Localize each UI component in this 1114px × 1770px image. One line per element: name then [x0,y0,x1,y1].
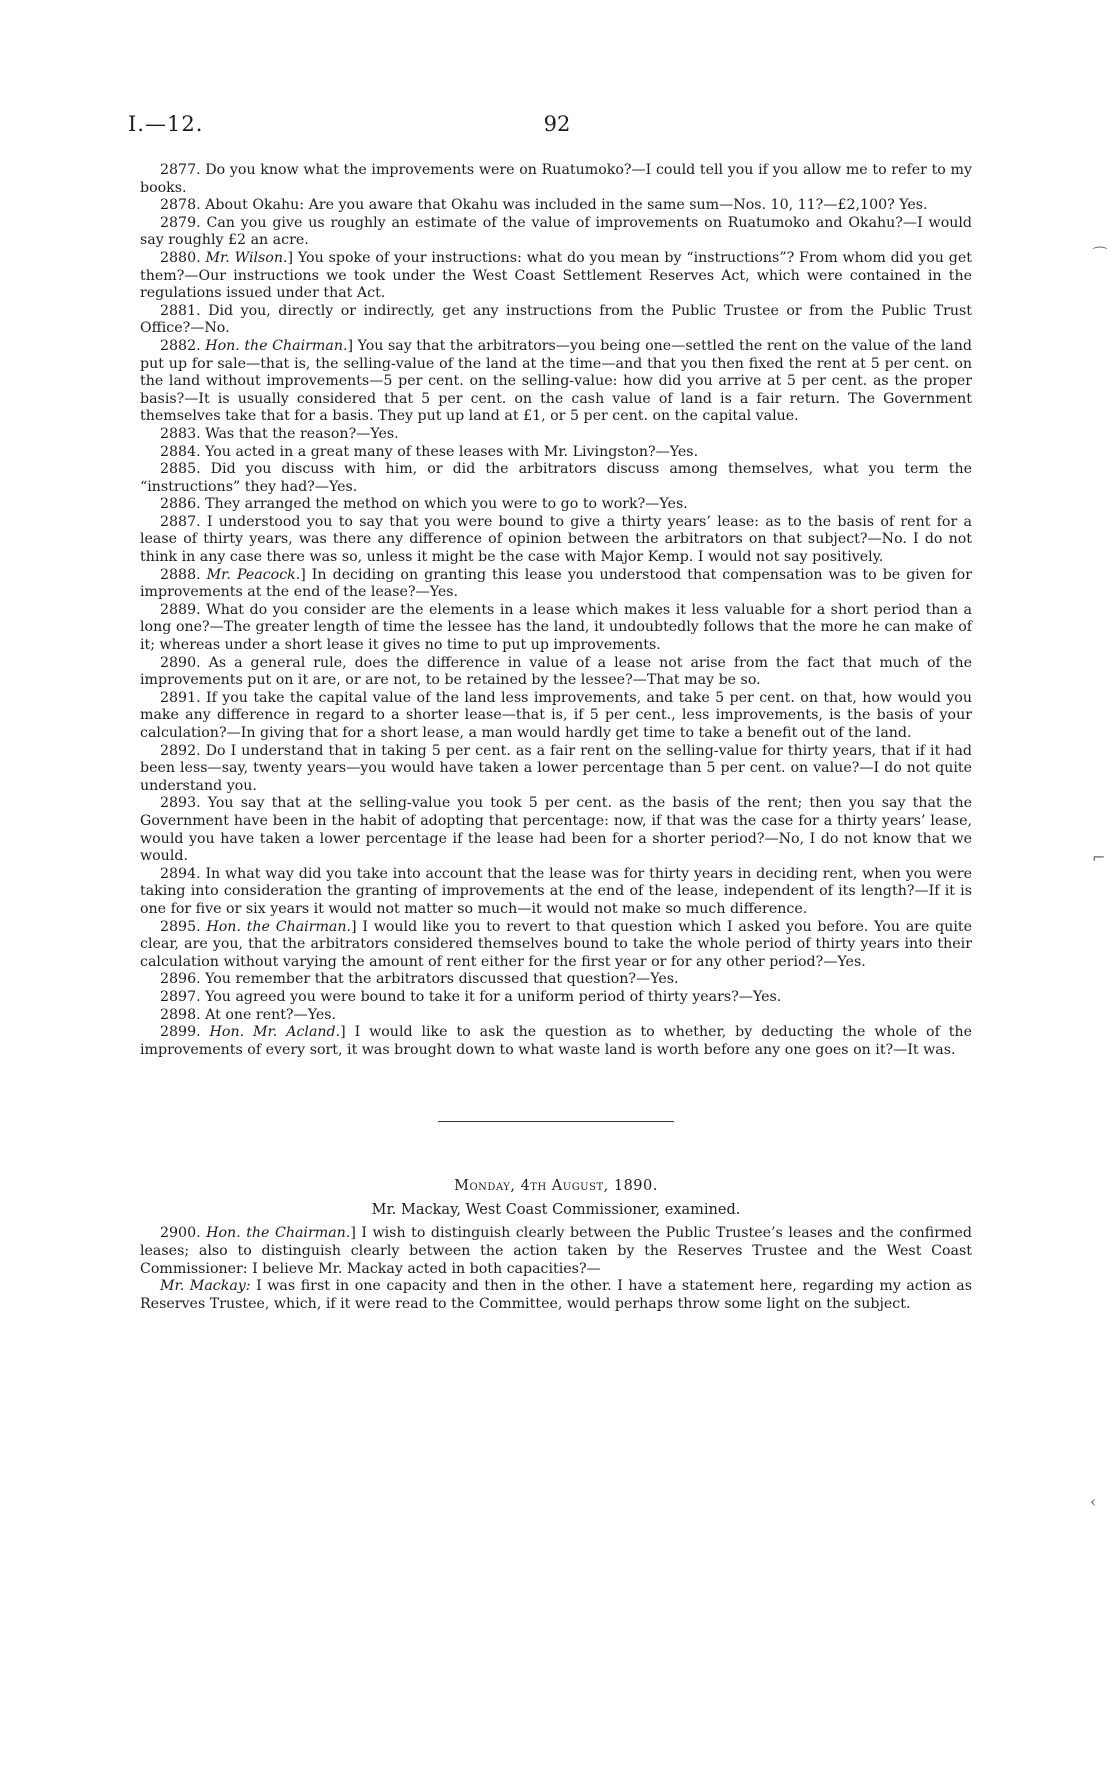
paragraph: 2877. Do you know what the improvements were on Ruatumoko?—I could tell you if you allow me to refer to my books. [140,162,972,196]
paragraph: 2894. In what way did you take into account that the lease was for thirty years in deciding rent, when you were taking into consideration the granting of improvements at the end of the lease, independent of its length?—If it is one for five or six years it would not matter so much—it would not make so much difference. [140,865,972,917]
speaker-name: Mr. Wilson. [205,249,288,266]
paragraph: 2883. Was that the reason?—Yes. [160,425,399,442]
speaker-name: Mr. Peacock. [206,566,301,583]
paragraph: 2886. They arranged the method on which you were to go to work?—Yes. [160,496,688,513]
paragraph: 2898. At one rent?—Yes. [160,1006,337,1023]
document-body [140,162,972,1313]
paragraph: 2892. Do I understand that in taking 5 per cent. as a fair rent on the selling-value for thirty years, that if it had been less—say, twenty years—you would have taken a lower percentage than 5 per cent. on value?—I do not quite understand you. [140,742,972,794]
paragraph: 2899. Hon. Mr. Acland.] I would like to ask the question as to whether, by deducting the whole of the improvements of every sort, it was brought down to what waste land is worth before any one goes on it?—It was. [140,1024,972,1058]
paragraph: 2880. Mr. Wilson.] You spoke of your instructions: what do you mean by “instructions”? From whom did you get them?—Our instructions we took under the West Coast Settlement Reserves Act, which were contained in the regulations issued under that Act. [140,249,972,302]
paragraph: 2891. If you take the capital value of the land less improvements, and take 5 per cent. on that, how would you make any difference in regard to a shorter lease—that is, if 5 per cent., less improvements, is the basis of your calculation?—In giving that for a short lease, a man would hardly get time to take a benefit out of the land. [140,689,972,741]
session-date: Monday, 4th August, 1890. [454,1178,658,1195]
paragraph: 2887. I understood you to say that you were bound to give a thirty years’ lease: as to the basis of rent for a lease of thirty years, was there any difference of opinion between the arbitrators on that subject?—No. I do not think in any case there was so, unless it might be the case with Major Kemp. I would not say positively. [140,513,972,566]
margin-mark: ⌒ [1092,245,1109,264]
witness-section [140,1225,972,1313]
margin-mark: ‹ [1090,1492,1097,1511]
speaker-name: Mr. Mackay: [160,1278,251,1295]
paragraph: 2896. You remember that the arbitrators discussed that question?—Yes. [160,971,679,988]
paragraph: 2878. About Okahu: Are you aware that Okahu was included in the same sum—Nos. 10, 11?—£2,100? Yes. [160,197,928,214]
paragraph: 2889. What do you consider are the elements in a lease which makes it less valuable for a short period than a long one?—The greater length of time the lessee has the land, it undoubtedly follows that the more he can make of it; whereas under a short lease it gives no time to put up improvements. [140,601,972,654]
paragraph: 2885. Did you discuss with him, or did the arbitrators discuss among themselves, what you term the “instructions” they had?—Yes. [140,461,972,495]
speaker-name: Hon. the Chairman. [206,1225,351,1242]
paragraph: Mr. Mackay: I was first in one capacity and then in the other. I have a statement here, regarding my action as Reserves Trustee, which, if it were read to the Committee, would perhaps throw some light on the subject. [140,1278,972,1312]
witness-heading: Mr. Mackay, West Coast Commissioner, examined. [371,1201,741,1218]
speaker-name: Hon. Mr. Acland. [209,1024,341,1041]
paragraph: 2888. Mr. Peacock.] In deciding on granting this lease you understood that compensation was to be given for improvements at the end of the lease?—Yes. [140,566,972,601]
paragraph: 2879. Can you give us roughly an estimate of the value of improvements on Ruatumoko and Okahu?—I would say roughly £2 an acre. [140,214,972,249]
paragraph: 2897. You agreed you were bound to take it for a uniform period of thirty years?—Yes. [160,988,782,1005]
paragraph: 2893. You say that at the selling-value you took 5 per cent. as the basis of the rent; then you say that the Government have been in the habit of adopting that percentage: now, if that was the case for a thirty years’ lease, would you have taken a lower percentage if the lease had been for a shorter period?—No, I do not know that we would. [140,795,972,865]
page-header [0,112,1114,140]
speaker-name: Hon. the Chairman. [206,918,352,935]
document-id: I.—12. [128,112,204,136]
speaker-name: Hon. the Chairman. [205,337,348,354]
paragraph: 2881. Did you, directly or indirectly, get any instructions from the Public Trustee or from the Public Trust Office?—No. [140,302,972,337]
paragraph: 2890. As a general rule, does the difference in value of a lease not arise from the fact that much of the improvements put on it are, or are not, to be retained by the lessee?—That may be so. [140,654,972,689]
page-number: 92 [543,112,571,136]
margin-mark: ⌐ [1092,848,1106,867]
section-divider [438,1121,674,1122]
paragraph: 2895. Hon. the Chairman.] I would like you to revert to that question which I asked you before. You are quite clear, are you, that the arbitrators considered themselves bound to take the whole period of thirty years into their calculation without varying the amount of rent either for the first year or for any other period?—Yes. [140,918,972,970]
paragraph: 2882. Hon. the Chairman.] You say that the arbitrators—you being one—settled the rent on the value of the land put up for sale—that is, the selling-value of the land at the time—and that you then fixed the rent at 5 per cent. on the land without improvements—5 per cent. on the selling-value: how did you arrive at 5 per cent. as the proper basis?—It is usually considered that 5 per cent. on the cash value of land is a fair return. The Government themselves take that for a basis. They put up land at £1, or 5 per cent. on the capital value. [140,337,972,425]
paragraph: 2884. You acted in a great many of these leases with Mr. Livingston?—Yes. [160,443,699,460]
paragraph: 2900. Hon. the Chairman.] I wish to distinguish clearly between the Public Trustee’s leases and the confirmed leases; also to distinguish clearly between the action taken by the Reserves Trustee and the West Coast Commissioner: I believe Mr. Mackay acted in both capacities?— [140,1225,972,1277]
